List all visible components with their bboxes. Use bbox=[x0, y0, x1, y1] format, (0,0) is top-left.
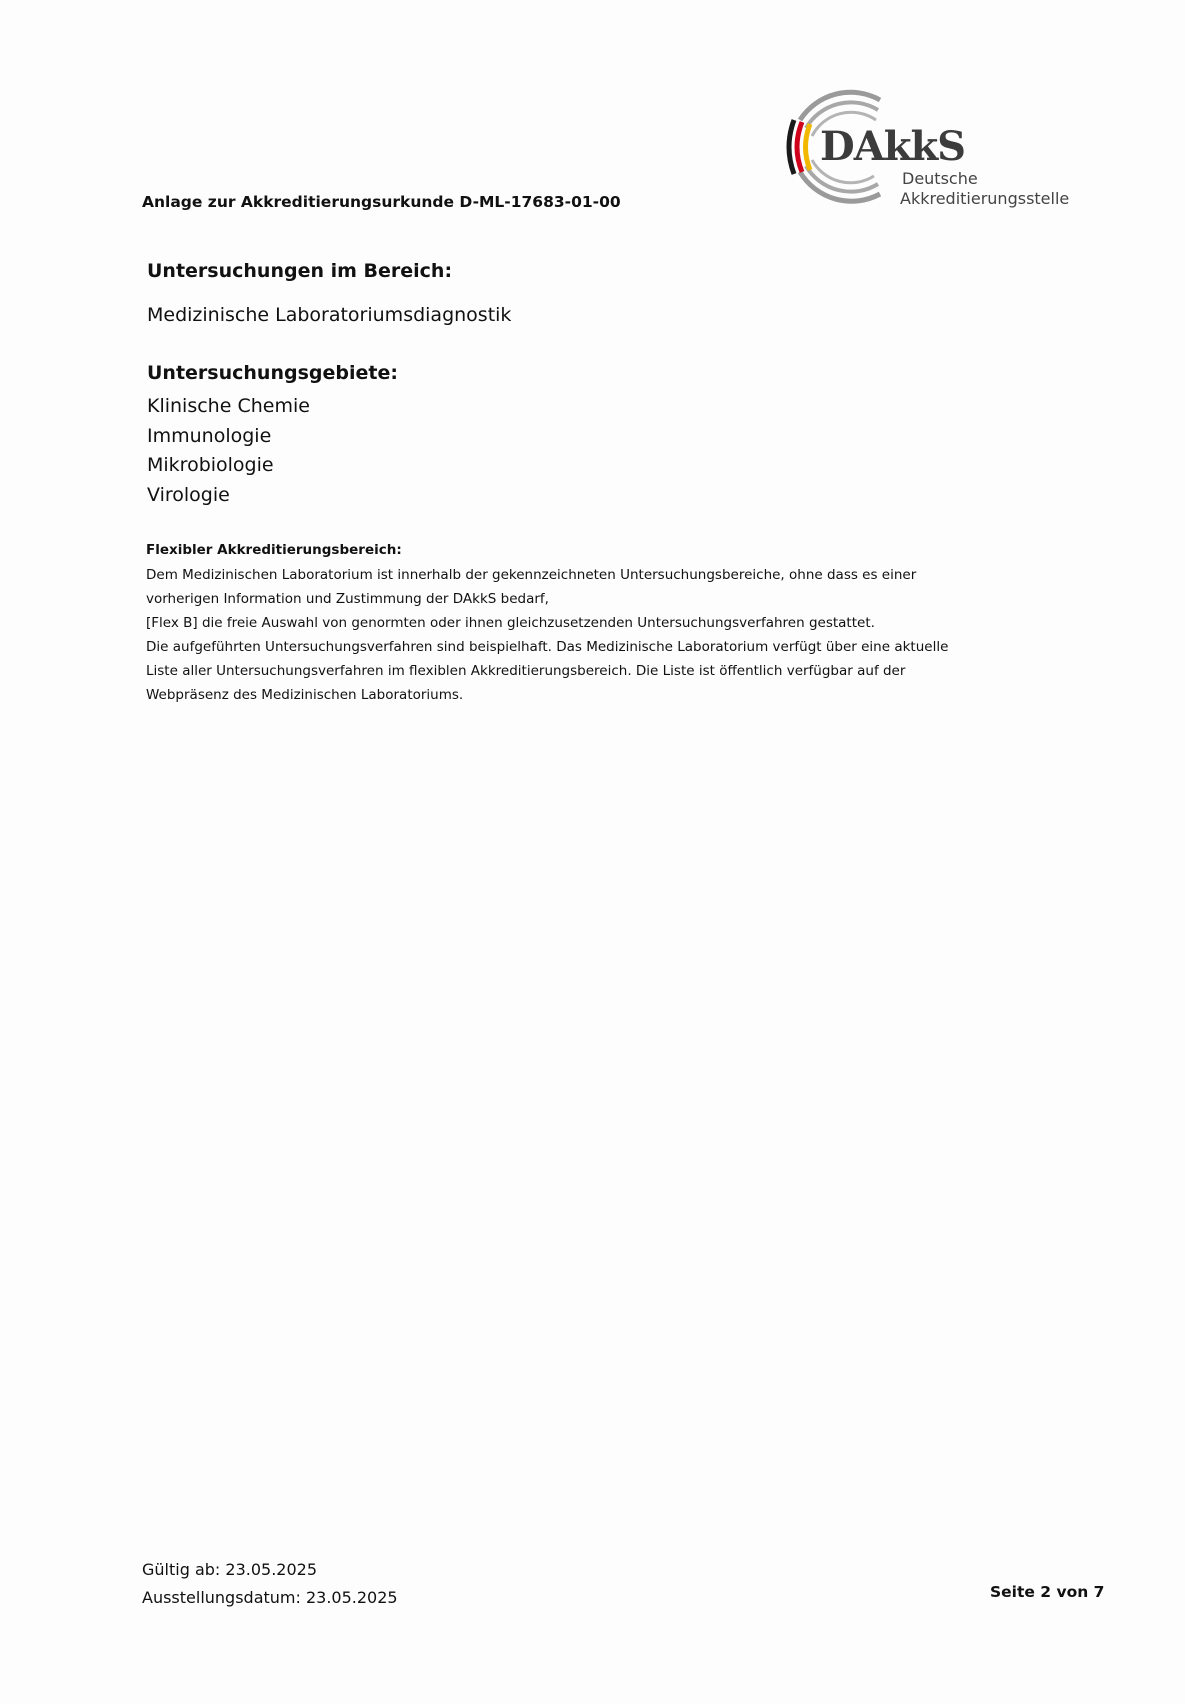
text-line: vorherigen Information und Zustimmung der DAkkS bedarf, bbox=[146, 591, 549, 607]
list-item: Klinische Chemie bbox=[147, 395, 310, 417]
text-line: Liste aller Untersuchungsverfahren im flexiblen Akkreditierungsbereich. Die Liste ist öffentlich verfügbar auf der bbox=[146, 663, 906, 679]
text-line: Die aufgeführten Untersuchungsverfahren sind beispielhaft. Das Medizinische Laboratorium verfügt über eine aktuelle bbox=[146, 639, 949, 655]
issue-date: Ausstellungsdatum: 23.05.2025 bbox=[142, 1588, 398, 1607]
logo-subtitle-line2: Akkreditierungsstelle bbox=[900, 189, 1070, 208]
valid-from: Gültig ab: 23.05.2025 bbox=[142, 1560, 317, 1579]
area-heading: Untersuchungen im Bereich: bbox=[147, 260, 453, 282]
logo-wordmark: DAkkS bbox=[820, 123, 966, 170]
fields-list bbox=[147, 392, 310, 510]
flexible-scope-text bbox=[146, 563, 1046, 707]
text-line: Webpräsenz des Medizinischen Laboratoriums. bbox=[146, 687, 464, 703]
page-indicator: Seite 2 von 7 bbox=[990, 1583, 1105, 1601]
fields-heading: Untersuchungsgebiete: bbox=[147, 362, 398, 384]
flexible-scope-heading: Flexibler Akkreditierungsbereich: bbox=[146, 542, 402, 558]
list-item: Virologie bbox=[147, 483, 230, 506]
text-line: Dem Medizinischen Laboratorium ist innerhalb der gekennzeichneten Untersuchungsbereiche, ohne dass es einer bbox=[146, 567, 917, 583]
area-value: Medizinische Laboratoriumsdiagnostik bbox=[147, 304, 512, 326]
list-item: Mikrobiologie bbox=[147, 454, 274, 476]
list-item: Immunologie bbox=[147, 424, 272, 447]
dakks-logo bbox=[780, 85, 1080, 215]
text-line: [Flex B] die freie Auswahl von genormten oder ihnen gleichzusetzenden Untersuchungsverfahren gestattet. bbox=[146, 615, 875, 631]
logo-subtitle-line1: Deutsche bbox=[902, 169, 978, 188]
document-reference: Anlage zur Akkreditierungsurkunde D-ML-17683-01-00 bbox=[142, 193, 621, 211]
